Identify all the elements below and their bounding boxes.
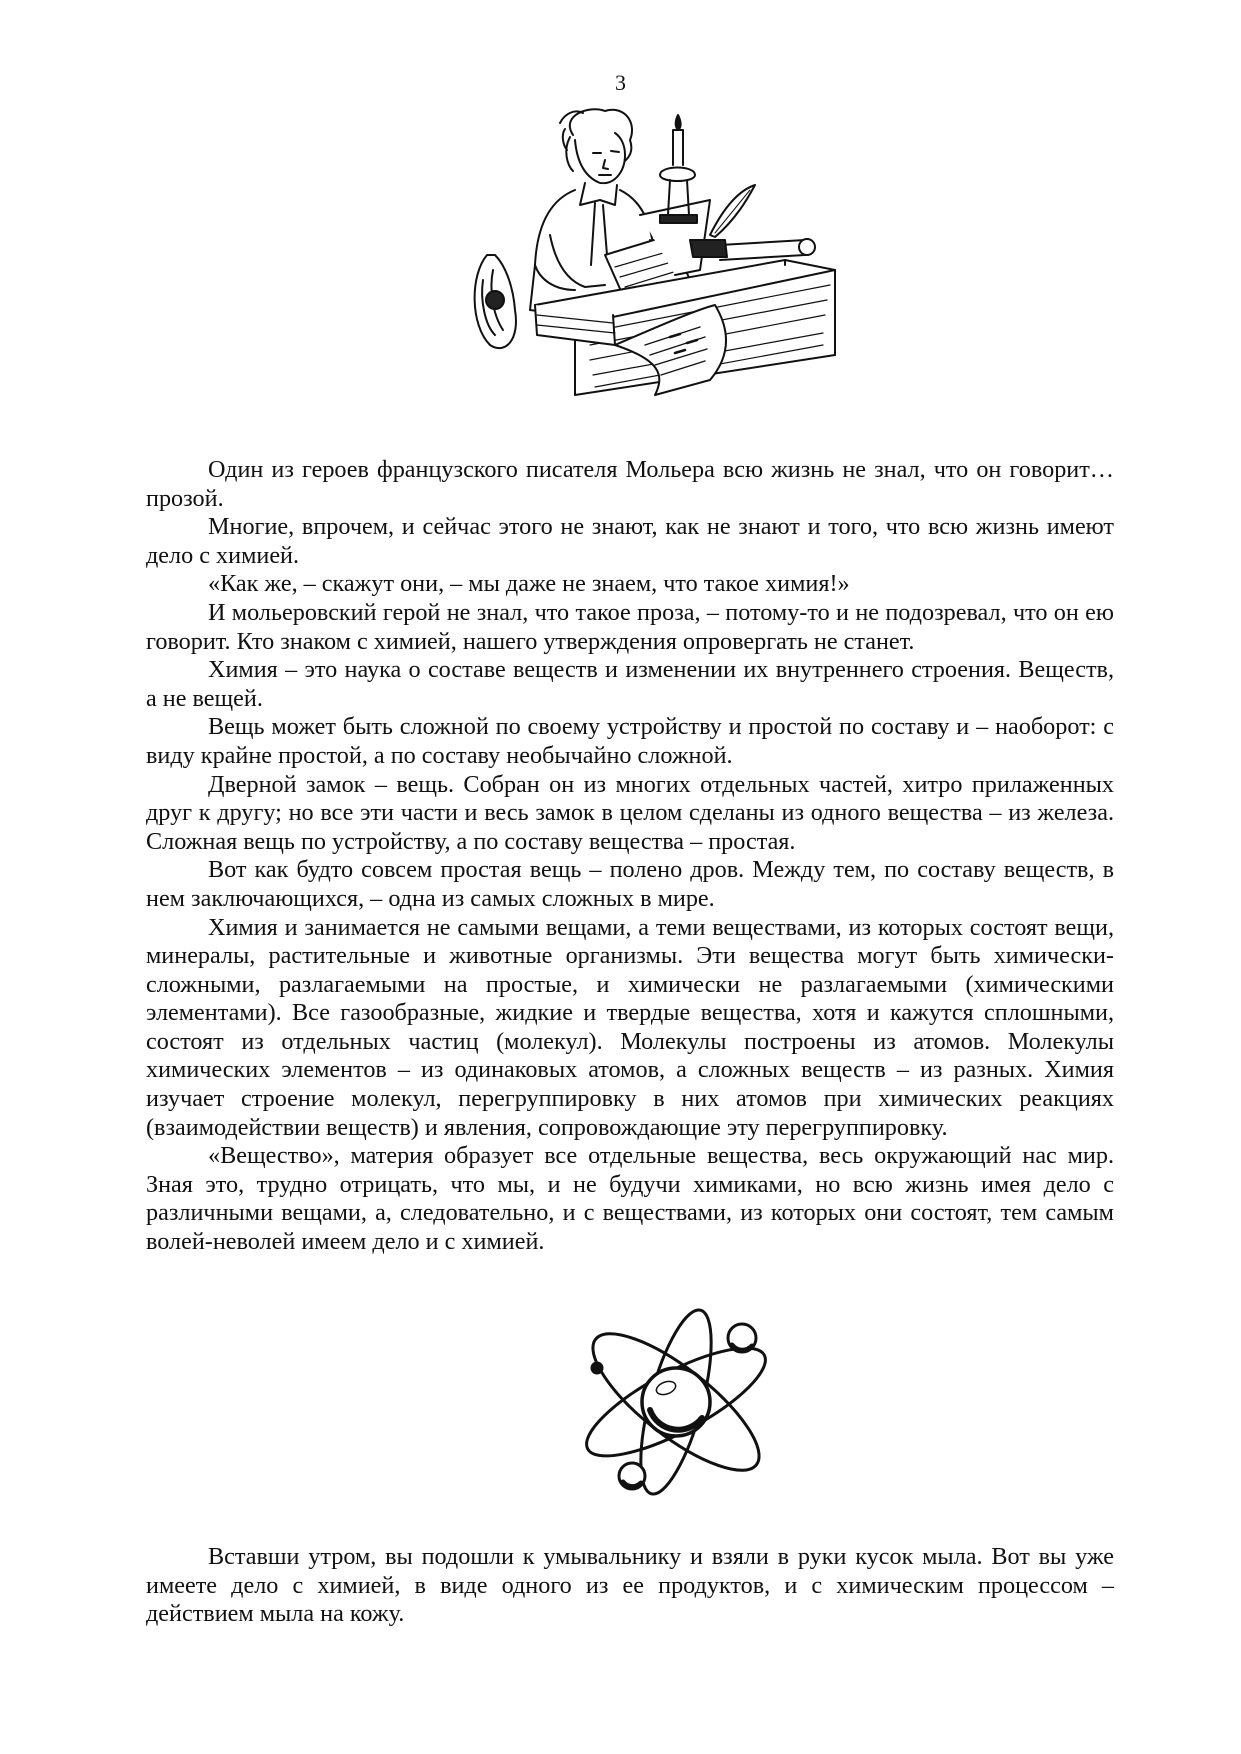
page-number: 3 xyxy=(615,70,626,95)
paragraph: Вот как будто совсем простая вещь – полено дров. Между тем, по составу веществ, в нем заключающихся, – одна из самых сложных в мире. xyxy=(146,856,1114,912)
paragraph: «Как же, – скажут они, – мы даже не знаем, что такое химия!» xyxy=(208,570,850,598)
paragraph: Многие, впрочем, и сейчас этого не знают, как не знают и того, что всю жизнь имеют дело с химией. xyxy=(146,513,1114,569)
paragraph: Химия – это наука о составе веществ и изменении их внутреннего строения. Веществ, а не вещей. xyxy=(146,656,1114,712)
paragraph: Химия и занимается не самыми вещами, а теми веществами, из которых состоят вещи, минералы, растительные и животные организмы. Эти вещества могут быть химически-сложными, разлагаемыми на простые, и химически не разлагаемыми (химическими элементами). Все газообразные, жидкие и твердые вещества, хотя и кажутся сплошными, состоят из отдельных частиц (молекул). Молекулы построены из атомов. Молекулы химических элементов – из одинаковых атомов, а сложных веществ – из разных. Химия изучает строение молекул, перегруппировку в них атомов при химических реакциях (взаимодействии веществ) и явления, сопровождающие эту перегруппировку. xyxy=(146,913,1114,1141)
main-text-continued xyxy=(146,1543,1114,1629)
main-text xyxy=(146,456,1114,1257)
atom-icon xyxy=(570,1300,782,1505)
paragraph: И мольеровский герой не знал, что такое проза, – потому-то и не подозревал, что он ею говорит. Кто знаком с химией, нашего утверждения опровергать не станет. xyxy=(146,598,1114,655)
paragraph: Вещь может быть сложной по своему устройству и простой по составу и – наоборот: с виду крайне простой, а по составу необычайно сложной. xyxy=(146,713,1114,769)
paragraph: Вставши утром, вы подошли к умывальнику и взяли в руки кусок мыла. Вот вы уже имеете дело с химией, в виде одного из ее продуктов, и с химическим процессом – действием мыла на кожу. xyxy=(146,1543,1114,1628)
writer-at-desk-illustration xyxy=(465,105,850,425)
paragraph: Дверной замок – вещь. Собран он из многих отдельных частей, хитро прилаженных друг к другу; но все эти части и весь замок в целом сделаны из одного вещества – из железа. Сложная вещь по устройству, а по составу вещества – простая. xyxy=(146,770,1114,855)
paragraph: Один из героев французского писателя Мольера всю жизнь не знал, что он говорит… прозой. xyxy=(146,456,1114,512)
paragraph: «Вещество», материя образует все отдельные вещества, весь окружающий нас мир. Зная это, трудно отрицать, что мы, и не будучи химиками, но всю жизнь имея дело с различными вещами, а, следовательно, и с веществами, из которых они состоят, тем самым волей-неволей имеем дело и с химией. xyxy=(146,1142,1114,1256)
